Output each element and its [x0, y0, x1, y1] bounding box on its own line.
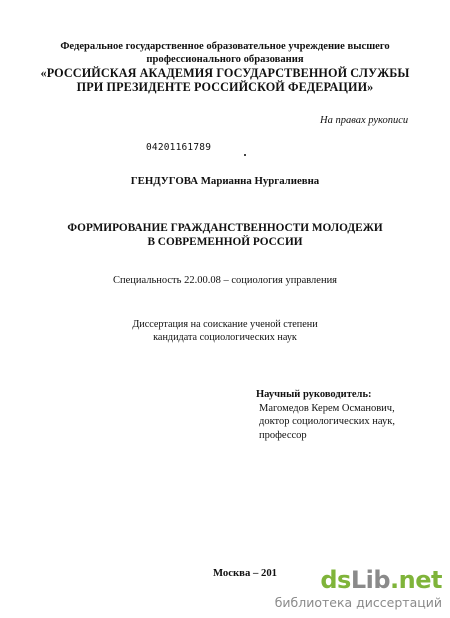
watermark-logo — [320, 566, 442, 594]
title-line-2: В СОВРЕМЕННОЙ РОССИИ — [147, 235, 303, 248]
watermark — [274, 566, 446, 614]
logo-net: .net — [390, 566, 442, 594]
degree-statement — [0, 318, 450, 344]
logo-ds: ds — [320, 566, 351, 594]
institution-line-2: профессионального образования — [146, 53, 304, 65]
supervisor-heading: Научный руководитель: — [256, 389, 372, 400]
logo-lib: Lib — [350, 566, 391, 594]
degree-line-2: кандидата социологических наук — [153, 332, 297, 343]
author-name: ГЕНДУГОВА Марианна Нургалиевна — [130, 175, 320, 187]
academy-name — [0, 66, 450, 94]
archive-code: 04201161789 — [146, 142, 212, 153]
watermark-subtitle: библиотека диссертаций — [274, 595, 442, 610]
supervisor-degree: доктор социологических наук, — [259, 416, 395, 427]
degree-line-1: Диссертация на соискание ученой степени — [132, 319, 318, 330]
academy-line-2: ПРИ ПРЕЗИДЕНТЕ РОССИЙСКОЙ ФЕДЕРАЦИИ» — [76, 80, 374, 94]
code-dot — [244, 154, 246, 156]
academy-line-1: «РОССИЙСКАЯ АКАДЕМИЯ ГОСУДАРСТВЕННОЙ СЛУЖБЫ — [40, 66, 410, 80]
institution-line-1: Федеральное государственное образовательное учреждение высшего — [60, 41, 390, 52]
supervisor-rank: профессор — [259, 429, 307, 441]
rights-note: На правах рукописи — [320, 115, 409, 126]
title-line-1: ФОРМИРОВАНИЕ ГРАЖДАНСТВЕННОСТИ МОЛОДЕЖИ — [67, 222, 383, 234]
city-year-text: Москва – 201 — [212, 567, 278, 579]
institution-header — [0, 41, 450, 66]
supervisor-block — [256, 388, 395, 442]
specialty: Специальность 22.00.08 – социология управления — [112, 275, 338, 286]
dissertation-title — [0, 222, 450, 249]
supervisor-name: Магомедов Керем Османович, — [259, 402, 395, 414]
